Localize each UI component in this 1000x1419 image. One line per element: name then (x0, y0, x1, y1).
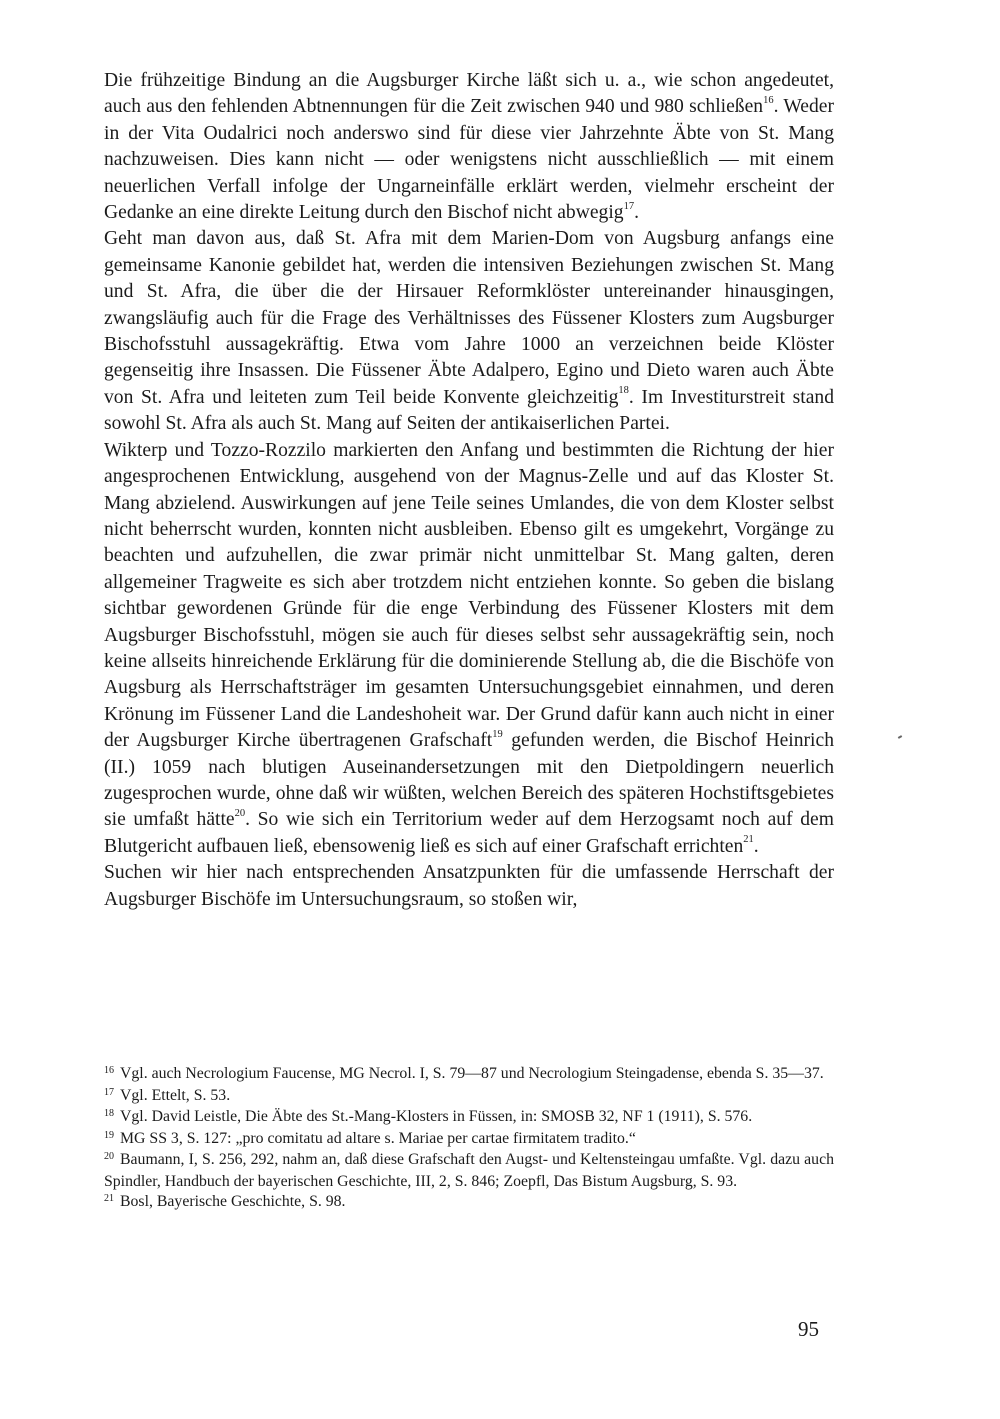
footnote-21 (104, 1192, 834, 1214)
footnote-text: MG SS 3, S. 127: „pro comitatu ad altare s. Mariae per cartae firmitatem tradito.“ (120, 1129, 636, 1147)
paragraph-4 (104, 860, 834, 913)
footnote-number: 18 (104, 1108, 114, 1120)
footnote-text: Bosl, Bayerische Geschichte, S. 98. (120, 1192, 346, 1210)
footnote-ref: 17 (623, 200, 635, 212)
text-run: . Im Investiturstreit stand sowohl St. Afra als auch St. Mang auf Seiten der antikaiserlichen Partei. (104, 386, 834, 435)
footnote-text: Baumann, I, S. 256, 292, nahm an, daß diese Grafschaft den Augst- und Keltensteingau umfaßte. Vgl. dazu auch Spindler, Handbuch der bayerischen Geschichte, III, 2, S. 846; Zoepfl, Das Bistum Augsburg, S. 93. (104, 1151, 834, 1190)
footnote-18 (104, 1107, 834, 1129)
footnote-text: Vgl. David Leistle, Die Äbte des St.-Mang-Klosters in Füssen, in: SMOSB 32, NF 1 (1911), S. 576. (120, 1108, 753, 1126)
paragraph-3 (104, 438, 834, 861)
footnote-ref: 20 (234, 807, 246, 819)
footnote-ref: 21 (743, 834, 754, 846)
footnote-text: Vgl. Ettelt, S. 53. (120, 1086, 231, 1104)
footnote-number: 17 (104, 1086, 114, 1098)
text-run: gefunden werden, die Bischof Heinrich (II.) 1059 nach blutigen Auseinandersetzungen mit den Dietpoldingern neuerlich zugesprochen wurde, ohne daß wir wüßten, welchen Bereich des späteren Hochstiftsgebietes sie umfaßt hätte (104, 730, 834, 831)
scan-speck (898, 735, 902, 739)
footnote-ref: 16 (763, 94, 774, 106)
text-run: . (634, 202, 640, 224)
footnote-19 (104, 1129, 834, 1151)
main-text (104, 68, 834, 913)
text-run: . So wie sich ein Territorium weder auf dem Herzogsamt noch auf dem Blutgericht aufbauen ließ, ebensowenig ließ es sich auf einer Grafschaft errichten (104, 809, 834, 857)
text-run: . Weder in der Vita Oudalrici noch anderswo sind für diese vier Jahrzehnte Äbte von St. Mang nachzuweisen. Dies kann nicht — oder wenigstens nicht ausschließlich — mit einem neuerlichen Verfall infolge der Ungarneinfälle erklärt werden, vielmehr erscheint der Gedanke an eine direkte Leitung durch den Bischof nicht abwegig (104, 96, 834, 224)
text-run: Wikterp und Tozzo-Rozzilo markierten den Anfang und bestimmten die Richtung der hier angesprochenen Entwicklung, ausgehend von der Magnus-Zelle und auf das Kloster St. Mang abzielend. Auswirkungen auf jene Teile seines Umlandes, die von dem Kloster selbst nicht beherrscht wurden, konnten nicht ausbleiben. Ebenso gilt es umgekehrt, Vorgänge zu beachten und aufzuhellen, die zwar primär nicht unmittelbar St. Mang galten, deren allgemeiner Tragweite es sich aber trotzdem nicht entziehen konnte. So geben die bislang sichtbar gewordenen Gründe für die enge Verbindung des Füssener Klosters mit dem Augsburger Bischofsstuhl, mögen sie auch für dieses selbst sehr aussagekräftig sein, noch keine allseits hinreichende Erklärung für die dominierende Stellung ab, die die Bischöfe von Augsburg als Herrschaftsträger im gesamten Untersuchungsgebiet einnahmen, und deren Krönung im Füssener Land die Landeshoheit war. Der Grund dafür kann auch nicht in einer der Augsburger Kirche übertragenen Grafschaft (104, 439, 834, 752)
text-run: Die frühzeitige Bindung an die Augsburger Kirche läßt sich u. a., wie schon angedeutet, auch aus den fehlenden Abtnennungen für die Zeit zwischen 940 und 980 schließen (104, 70, 834, 118)
footnote-ref: 19 (492, 728, 503, 740)
footnote-17 (104, 1086, 834, 1108)
page-number: 95 (798, 1317, 819, 1341)
footnote-number: 20 (104, 1151, 114, 1163)
paragraph-2 (104, 226, 834, 437)
text-run: . (753, 835, 759, 857)
footnote-ref: 18 (618, 385, 629, 397)
footnote-number: 19 (104, 1129, 114, 1141)
footnote-number: 21 (104, 1192, 114, 1204)
footnote-16 (104, 1064, 834, 1086)
paragraph-1 (104, 68, 834, 226)
text-run: Suchen wir hier nach entsprechenden Ansatzpunkten für die umfassende Herrschaft der Augsburger Bischöfe im Untersuchungsraum, so stoßen wir, (104, 862, 834, 910)
footnote-text: Vgl. auch Necrologium Faucense, MG Necrol. I, S. 79—87 und Necrologium Steingadense, ebenda S. 35—37. (120, 1065, 824, 1082)
footnotes (104, 1064, 834, 1213)
footnote-20 (104, 1150, 834, 1191)
footnote-number: 16 (104, 1065, 114, 1076)
text-run: Geht man davon aus, daß St. Afra mit dem Marien-Dom von Augsburg anfangs eine gemeinsame Kanonie gebildet hat, werden die intensiven Beziehungen zwischen St. Mang und St. Afra, die über die der Hirsauer Reformklöster untereinander hinausgingen, zwangsläufig auch für die Frage des Verhältnisses des Füssener Klosters zum Augsburger Bischofsstuhl aussagekräftig. Etwa vom Jahre 1000 an verzeichnen beide Klöster gegenseitig ihre Insassen. Die Füssener Äbte Adalpero, Egino und Dieto waren auch Äbte von St. Afra und leiteten zum Teil beide Konvente gleichzeitig (104, 228, 834, 408)
